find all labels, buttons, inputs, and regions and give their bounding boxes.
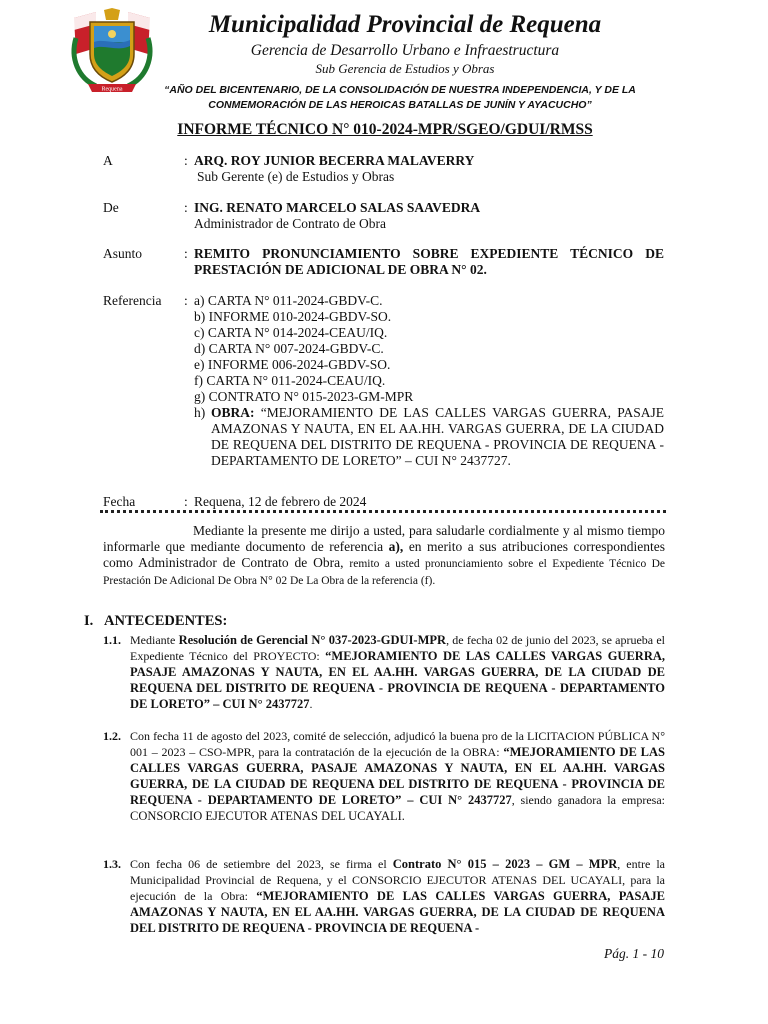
from-name: ING. RENATO MARCELO SALAS SAAVEDRA (194, 200, 481, 215)
item-text: Con fecha 06 de setiembre del 2023, se firma el Contrato N° 015 – 2023 – GM – MPR, entre la Municipalidad Provincial de Requena, y el CONSORCIO EJECUTOR ATENAS DEL UCAYALI, para la ejecución de la Obra: “MEJORAMIENTO DE LAS CALLES VARGAS GUERRA, PASAJE AMAZONAS Y NAUTA, EN EL AA.HH. VARGAS GUERRA, DE LA CIUDAD DE REQUENA DEL DISTRITO DE REQUENA - PROVINCIA DE REQUENA - (130, 857, 666, 935)
from-colon: : (184, 200, 188, 215)
to-role: Sub Gerente (e) de Estudios y Obras (197, 169, 395, 184)
reference-item: g) CONTRATO N° 015-2023-GM-MPR (194, 389, 414, 404)
reference-item: e) INFORME 006-2024-GBDV-SO. (194, 357, 391, 372)
reference-colon: : (184, 293, 188, 308)
to-field (194, 153, 664, 185)
page-number: Pág. 1 - 10 (604, 946, 664, 961)
item-text: Mediante Resolución de Gerencial N° 037-2023-GDUI-MPR, de fecha 02 de junio del 2023, se aprueba el Expediente Técnico del PROYECTO: “MEJORAMIENTO DE LAS CALLES VARGAS GUERRA, PASAJE AMAZONAS Y NAUTA, EN EL AA.HH. VARGAS GUERRA, DE LA CIUDAD DE REQUENA DEL DISTRITO DE REQUENA - PROVINCIA DE REQUENA - DEPARTAMENTO DE LORETO” – CUI N° 2437727. (130, 633, 666, 711)
reference-h-text: OBRA: “MEJORAMIENTO DE LAS CALLES VARGAS GUERRA, PASAJE AMAZONAS Y NAUTA, EN EL AA.HH. VARGAS GUERRA, DE LA CIUDAD DE REQUENA DEL DISTRITO DE REQUENA - PROVINCIA DE REQUENA - DEPARTAMENTO DE LORETO” – CUI N° 2437727. (211, 405, 664, 468)
reference-item: d) CARTA N° 007-2024-GBDV-C. (194, 341, 384, 356)
year-motto-line-2: CONMEMORACIÓN DE LAS HEROICAS BATALLAS DE JUNÍN Y AYACUCHO” (208, 99, 592, 111)
separator-line (100, 510, 666, 513)
department-name: Gerencia de Desarrollo Urbano e Infraestructura (250, 42, 560, 59)
subject-colon: : (184, 246, 188, 261)
crest-banner-text: Requena (101, 86, 123, 93)
from-field (194, 200, 664, 232)
to-colon: : (184, 153, 188, 168)
date-label: Fecha (103, 494, 136, 509)
section-heading (84, 612, 227, 630)
reference-item-h (194, 405, 664, 469)
to-label: A (103, 153, 113, 168)
item-number: 1.2. (103, 729, 121, 743)
date-value: Requena, 12 de febrero de 2024 (194, 494, 367, 509)
intro-paragraph: Mediante la presente me dirijo a usted, para saludarle cordialmente y al mismo tiempo informarle que mediante documento de referencia a), en merito a sus atribuciones correspondientes como Administrador de Contrato de Obra, remito a usted pronunciamiento sobre el Expediente Técnico De Prestación De Adicional De Obra N° 02 De La Obra de la referencia (f). (103, 523, 666, 587)
subdepartment-name: Sub Gerencia de Estudios y Obras (315, 61, 495, 76)
coat-of-arms-icon (66, 8, 158, 94)
item-number: 1.1. (103, 633, 121, 647)
report-title: INFORME TÉCNICO N° 010-2024-MPR/SGEO/GDUI/RMSS (177, 121, 593, 138)
year-motto (160, 83, 640, 113)
reference-item: f) CARTA N° 011-2024-CEAU/IQ. (194, 373, 386, 388)
item-text: Con fecha 11 de agosto del 2023, comité de selección, adjudicó la buena pro de la LICITACION PÚBLICA N° 001 – 2023 – CSO-MPR, para la contratación de la ejecución de la OBRA: “MEJORAMIENTO DE LAS CALLES VARGAS GUERRA, PASAJE AMAZONAS Y NAUTA, EN EL AA.HH. VARGAS GUERRA, DE LA CIUDAD DE REQUENA DEL DISTRITO DE REQUENA - PROVINCIA DE REQUENA - DEPARTAMENTO DE LORETO” – CUI N° 2437727, siendo ganadora la empresa: CONSORCIO EJECUTOR ATENAS DEL UCAYALI. (130, 729, 666, 823)
reference-item: c) CARTA N° 014-2024-CEAU/IQ. (194, 325, 388, 340)
date-colon: : (184, 494, 188, 509)
reference-item: a) CARTA N° 011-2024-GBDV-C. (194, 293, 383, 308)
reference-item: b) INFORME 010-2024-GBDV-SO. (194, 309, 392, 324)
reference-label: Referencia (103, 293, 162, 308)
year-motto-line-1: “AÑO DEL BICENTENARIO, DE LA CONSOLIDACIÓN DE NUESTRA INDEPENDENCIA, Y DE LA (164, 84, 636, 96)
section-number: I. (84, 613, 94, 629)
from-role: Administrador de Contrato de Obra (194, 216, 386, 231)
reference-list (194, 293, 664, 469)
to-name: ARQ. ROY JUNIOR BECERRA MALAVERRY (194, 153, 475, 168)
subject-text: REMITO PRONUNCIAMIENTO SOBRE EXPEDIENTE TÉCNICO DE PRESTACIÓN DE ADICIONAL DE OBRA N° 02. (194, 246, 664, 277)
item-number: 1.3. (103, 857, 121, 871)
reference-h-label: h) (194, 405, 206, 420)
subject-label: Asunto (103, 246, 143, 261)
from-label: De (103, 200, 119, 215)
section-title: ANTECEDENTES: (104, 613, 228, 629)
page-title: Municipalidad Provincial de Requena (208, 11, 602, 38)
